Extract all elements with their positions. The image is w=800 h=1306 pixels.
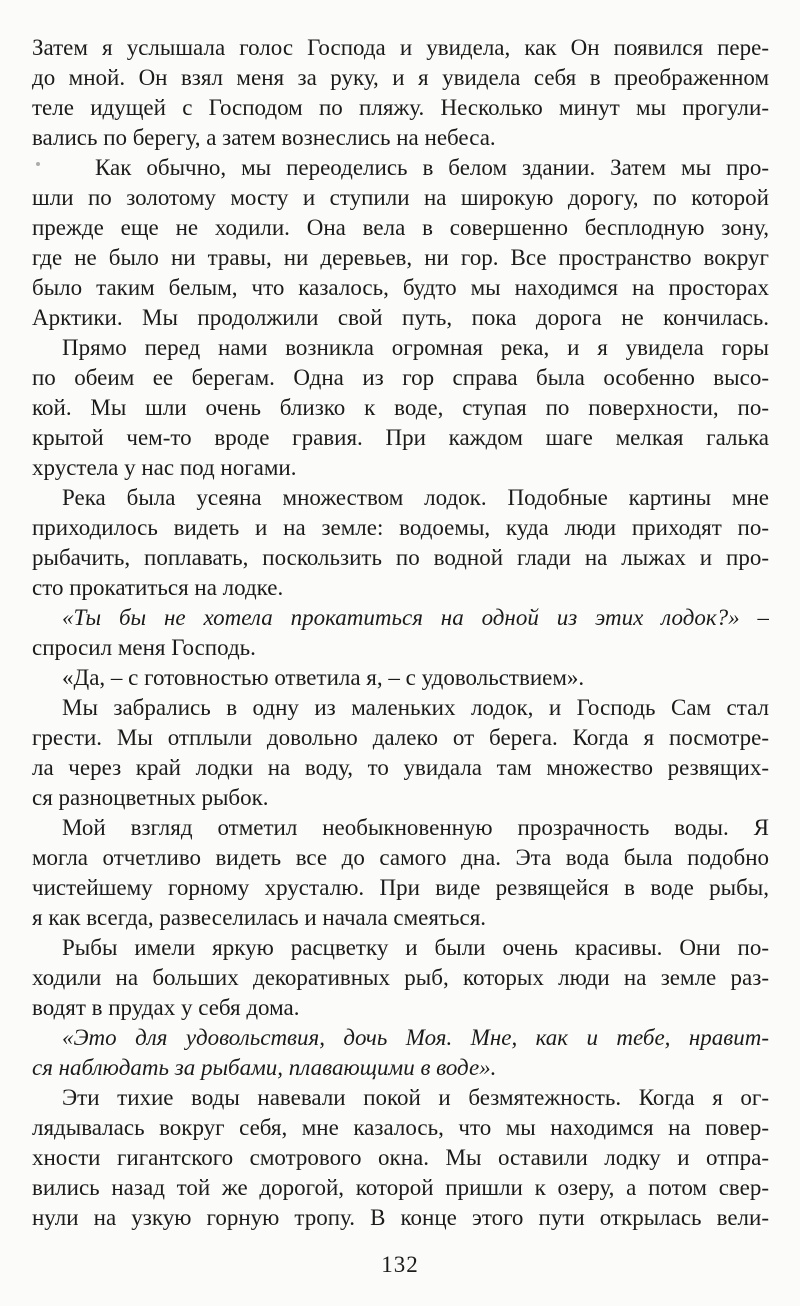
text-line: чистейшему горному хрусталю. При виде резвящейся в воде рыбы, bbox=[32, 875, 769, 900]
text-line: Как обычно, мы переоделись в белом здании. Затем мы про- bbox=[95, 155, 769, 180]
paragraph bbox=[32, 663, 769, 693]
paragraph bbox=[32, 33, 769, 153]
text-line: приходилось видеть и на земле: водоемы, куда люди приходят по- bbox=[32, 515, 769, 540]
text-line: сто прокатиться на лодке. bbox=[32, 575, 284, 600]
text-line: шли по золотому мосту и ступили на широкую дорогу, по которой bbox=[32, 185, 769, 210]
text-line: по обеим ее берегам. Одна из гор справа была особенно высо- bbox=[32, 365, 769, 390]
page-number: 132 bbox=[381, 1252, 419, 1277]
text-line: Затем я услышала голос Господа и увидела, как Он появился пере- bbox=[32, 35, 769, 60]
paragraph bbox=[32, 933, 769, 1023]
paragraph bbox=[32, 693, 769, 813]
text-line: прежде еще не ходили. Она вела в совершенно бесплодную зону, bbox=[32, 215, 769, 240]
text-line: Рыбы имели яркую расцветку и были очень красивы. Они по- bbox=[62, 935, 769, 960]
text-line: Река была усеяна множеством лодок. Подобные картины мне bbox=[62, 485, 769, 510]
text-line: Арктики. Мы продолжили свой путь, пока дорога не кончилась. bbox=[32, 305, 769, 330]
text-line: кой. Мы шли очень близко к воде, ступая по поверхности, по- bbox=[32, 395, 769, 420]
text-line: Прямо перед нами возникла огромная река, и я увидела горы bbox=[62, 335, 769, 360]
text-line: «Это для удовольствия, дочь Моя. Мне, как и тебе, нравит- bbox=[62, 1025, 769, 1050]
text-line: крытой чем-то вроде гравия. При каждом шаге мелкая галька bbox=[32, 425, 769, 450]
text-line: Мой взгляд отметил необыкновенную прозрачность воды. Я bbox=[62, 815, 769, 840]
paragraph bbox=[32, 153, 769, 333]
text-line: ходили на больших декоративных рыб, которых люди на земле раз- bbox=[32, 965, 769, 990]
text-line: Мы забрались в одну из маленьких лодок, и Господь Сам стал bbox=[62, 695, 769, 720]
paragraph bbox=[32, 1023, 769, 1083]
paragraph bbox=[32, 603, 769, 663]
text-line: лядывалась вокруг себя, мне казалось, что мы находимся на повер- bbox=[32, 1115, 769, 1140]
text-line: хрустела у нас под ногами. bbox=[32, 455, 297, 480]
text-line: нули на узкую горную тропу. В конце этого пути открылась вели- bbox=[32, 1205, 769, 1230]
text-line: Эти тихие воды навевали покой и безмятежность. Когда я ог- bbox=[62, 1085, 769, 1110]
paragraph bbox=[32, 1083, 769, 1233]
text-line: «Ты бы не хотела прокатиться на одной из этих лодок?» – bbox=[62, 605, 769, 630]
text-line: вились назад той же дорогой, которой пришли к озеру, а потом свер- bbox=[32, 1175, 769, 1200]
paragraph bbox=[32, 813, 769, 933]
text-line: спросил меня Господь. bbox=[32, 635, 256, 660]
text-line: водят в прудах у себя дома. bbox=[32, 995, 300, 1020]
paragraph bbox=[32, 333, 769, 483]
text-line: «Да, – с готовностью ответила я, – с удовольствием». bbox=[62, 665, 585, 690]
text-line: где не было ни травы, ни деревьев, ни гор. Все пространство вокруг bbox=[32, 245, 769, 270]
text-line: рыбачить, поплавать, поскользить по водной глади на лыжах и про- bbox=[32, 545, 769, 570]
text-line: хности гигантского смотрового окна. Мы оставили лодку и отпра- bbox=[32, 1145, 769, 1170]
text-block bbox=[32, 33, 769, 1233]
text-line: до мной. Он взял меня за руку, и я увидела себя в преображенном bbox=[32, 65, 769, 90]
text-line: было таким белым, что казалось, будто мы находимся на просторах bbox=[32, 275, 769, 300]
text-line: ла через край лодки на воду, то увидала там множество резвящих- bbox=[32, 755, 769, 780]
text-line: вались по берегу, а затем вознеслись на небеса. bbox=[32, 125, 496, 150]
text-line: могла отчетливо видеть все до самого дна. Эта вода была подобно bbox=[32, 845, 769, 870]
text-line: я как всегда, развеселилась и начала смеяться. bbox=[32, 905, 487, 930]
text-line: ся разноцветных рыбок. bbox=[32, 785, 269, 810]
text-line: грести. Мы отплыли довольно далеко от берега. Когда я посмотре- bbox=[32, 725, 769, 750]
text-line: теле идущей с Господом по пляжу. Несколько минут мы прогули- bbox=[32, 95, 769, 120]
text-line: ся наблюдать за рыбами, плавающими в воде». bbox=[32, 1055, 497, 1080]
paragraph bbox=[32, 483, 769, 603]
